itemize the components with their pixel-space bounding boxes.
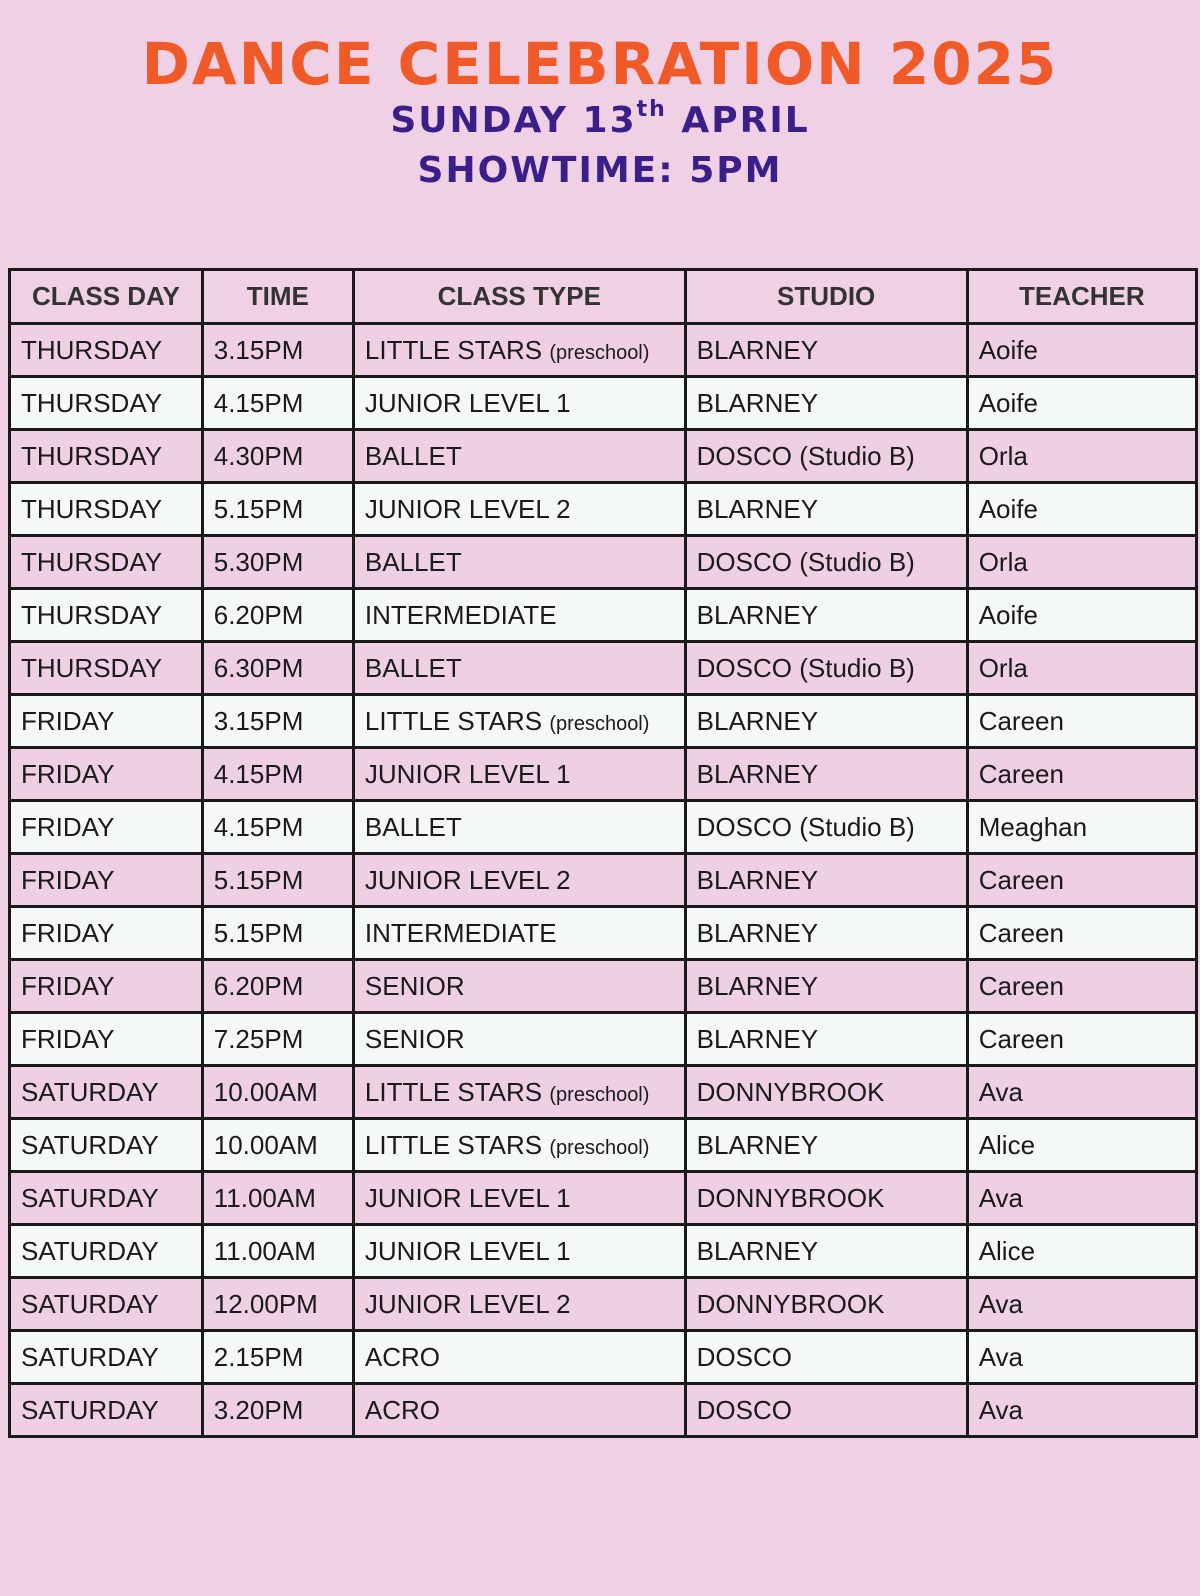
cell-class-type xyxy=(353,748,685,801)
cell-studio: BLARNEY xyxy=(685,960,967,1013)
cell-teacher: Careen xyxy=(967,748,1196,801)
table-row xyxy=(10,907,1197,960)
class-type-note: (preschool) xyxy=(549,1136,650,1159)
cell-teacher: Aoife xyxy=(967,483,1196,536)
class-type-label: LITTLE STARS xyxy=(364,334,543,365)
table-row xyxy=(10,1172,1197,1225)
table-row xyxy=(10,536,1197,589)
cell-class-type xyxy=(353,1331,685,1384)
cell-studio: BLARNEY xyxy=(685,1225,967,1278)
cell-time: 4.30PM xyxy=(202,430,353,483)
page-title: DANCE CELEBRATION 2025 xyxy=(141,30,1059,98)
cell-class-type xyxy=(353,642,685,695)
cell-teacher: Orla xyxy=(967,642,1196,695)
class-type-label: LITTLE STARS xyxy=(364,1076,543,1107)
event-date-day: SUNDAY 13 xyxy=(390,100,637,141)
table-header-row xyxy=(10,270,1197,324)
cell-time: 2.15PM xyxy=(202,1331,353,1384)
cell-time: 4.15PM xyxy=(202,377,353,430)
class-type-note: (preschool) xyxy=(549,712,650,735)
class-type-label: JUNIOR LEVEL 1 xyxy=(364,387,571,418)
cell-studio: DOSCO (Studio B) xyxy=(685,430,967,483)
cell-time: 3.15PM xyxy=(202,695,353,748)
column-header-studio: STUDIO xyxy=(685,270,967,324)
column-header-class-type: CLASS TYPE xyxy=(353,270,685,324)
column-header-teacher: TEACHER xyxy=(967,270,1196,324)
cell-studio: DOSCO (Studio B) xyxy=(685,801,967,854)
table-row xyxy=(10,589,1197,642)
cell-time: 6.20PM xyxy=(202,589,353,642)
cell-time: 5.30PM xyxy=(202,536,353,589)
table-row xyxy=(10,430,1197,483)
table-row xyxy=(10,642,1197,695)
cell-class-type xyxy=(353,1172,685,1225)
cell-studio: DOSCO xyxy=(685,1331,967,1384)
table-row xyxy=(10,801,1197,854)
class-schedule-table xyxy=(8,268,1198,1438)
cell-teacher: Aoife xyxy=(967,377,1196,430)
table-row xyxy=(10,748,1197,801)
class-type-label: INTERMEDIATE xyxy=(364,599,557,630)
cell-teacher: Careen xyxy=(967,1013,1196,1066)
column-header-class-day: CLASS DAY xyxy=(10,270,203,324)
cell-class-type xyxy=(353,589,685,642)
cell-class-type xyxy=(353,801,685,854)
class-type-label: JUNIOR LEVEL 1 xyxy=(364,1235,571,1266)
cell-studio: BLARNEY xyxy=(685,1119,967,1172)
cell-time: 3.20PM xyxy=(202,1384,353,1437)
cell-studio: BLARNEY xyxy=(685,483,967,536)
cell-studio: DOSCO (Studio B) xyxy=(685,642,967,695)
cell-time: 5.15PM xyxy=(202,907,353,960)
cell-studio: DONNYBROOK xyxy=(685,1066,967,1119)
cell-studio: BLARNEY xyxy=(685,907,967,960)
cell-class-type xyxy=(353,430,685,483)
cell-class-day: THURSDAY xyxy=(10,483,203,536)
cell-class-day: FRIDAY xyxy=(10,907,203,960)
table-row xyxy=(10,377,1197,430)
cell-class-type xyxy=(353,1013,685,1066)
cell-class-type xyxy=(353,1119,685,1172)
cell-class-type xyxy=(353,907,685,960)
cell-class-day: FRIDAY xyxy=(10,801,203,854)
class-type-label: BALLET xyxy=(364,811,462,842)
cell-time: 4.15PM xyxy=(202,801,353,854)
cell-teacher: Alice xyxy=(967,1119,1196,1172)
cell-teacher: Ava xyxy=(967,1331,1196,1384)
cell-class-type xyxy=(353,854,685,907)
table-row xyxy=(10,1331,1197,1384)
cell-class-day: FRIDAY xyxy=(10,695,203,748)
cell-class-day: THURSDAY xyxy=(10,430,203,483)
cell-class-day: FRIDAY xyxy=(10,748,203,801)
table-body xyxy=(10,324,1197,1437)
cell-class-day: SATURDAY xyxy=(10,1225,203,1278)
table-row xyxy=(10,1225,1197,1278)
showtime: SHOWTIME: 5PM xyxy=(417,150,783,191)
cell-class-type xyxy=(353,1384,685,1437)
cell-time: 10.00AM xyxy=(202,1119,353,1172)
cell-time: 5.15PM xyxy=(202,483,353,536)
cell-teacher: Ava xyxy=(967,1066,1196,1119)
cell-studio: BLARNEY xyxy=(685,589,967,642)
class-type-label: ACRO xyxy=(364,1341,441,1372)
cell-teacher: Careen xyxy=(967,695,1196,748)
cell-studio: DONNYBROOK xyxy=(685,1278,967,1331)
class-type-note: (preschool) xyxy=(549,1083,650,1106)
class-type-label: JUNIOR LEVEL 2 xyxy=(364,864,571,895)
cell-class-day: THURSDAY xyxy=(10,377,203,430)
cell-time: 12.00PM xyxy=(202,1278,353,1331)
cell-class-day: SATURDAY xyxy=(10,1384,203,1437)
table-row xyxy=(10,1013,1197,1066)
cell-studio: DONNYBROOK xyxy=(685,1172,967,1225)
cell-teacher: Aoife xyxy=(967,589,1196,642)
class-type-label: LITTLE STARS xyxy=(364,1129,543,1160)
cell-class-type xyxy=(353,960,685,1013)
cell-time: 11.00AM xyxy=(202,1225,353,1278)
class-type-label: BALLET xyxy=(364,546,462,577)
cell-studio: BLARNEY xyxy=(685,1013,967,1066)
cell-class-day: FRIDAY xyxy=(10,960,203,1013)
class-type-label: JUNIOR LEVEL 1 xyxy=(364,758,571,789)
cell-class-day: FRIDAY xyxy=(10,854,203,907)
cell-teacher: Aoife xyxy=(967,324,1196,377)
class-type-label: BALLET xyxy=(364,440,462,471)
cell-studio: BLARNEY xyxy=(685,324,967,377)
table-row xyxy=(10,854,1197,907)
table-row xyxy=(10,324,1197,377)
cell-studio: BLARNEY xyxy=(685,854,967,907)
cell-teacher: Careen xyxy=(967,960,1196,1013)
cell-teacher: Meaghan xyxy=(967,801,1196,854)
column-header-time: TIME xyxy=(202,270,353,324)
cell-class-type xyxy=(353,695,685,748)
cell-class-type xyxy=(353,483,685,536)
event-date-ordinal: th xyxy=(636,97,667,122)
cell-time: 4.15PM xyxy=(202,748,353,801)
class-type-note: (preschool) xyxy=(549,341,650,364)
cell-teacher: Orla xyxy=(967,430,1196,483)
cell-studio: DOSCO (Studio B) xyxy=(685,536,967,589)
table-row xyxy=(10,1278,1197,1331)
cell-class-day: THURSDAY xyxy=(10,324,203,377)
table-row xyxy=(10,960,1197,1013)
class-type-label: BALLET xyxy=(364,652,462,683)
cell-studio: DOSCO xyxy=(685,1384,967,1437)
cell-class-day: SATURDAY xyxy=(10,1278,203,1331)
cell-time: 7.25PM xyxy=(202,1013,353,1066)
cell-class-day: THURSDAY xyxy=(10,642,203,695)
class-type-label: INTERMEDIATE xyxy=(364,917,557,948)
cell-time: 5.15PM xyxy=(202,854,353,907)
cell-time: 11.00AM xyxy=(202,1172,353,1225)
cell-teacher: Careen xyxy=(967,854,1196,907)
cell-class-day: SATURDAY xyxy=(10,1119,203,1172)
cell-teacher: Ava xyxy=(967,1172,1196,1225)
cell-teacher: Ava xyxy=(967,1384,1196,1437)
cell-class-type xyxy=(353,1225,685,1278)
class-type-label: JUNIOR LEVEL 1 xyxy=(364,1182,571,1213)
class-type-label: SENIOR xyxy=(364,1023,465,1054)
cell-studio: BLARNEY xyxy=(685,748,967,801)
cell-time: 10.00AM xyxy=(202,1066,353,1119)
cell-class-type xyxy=(353,1066,685,1119)
cell-class-type xyxy=(353,377,685,430)
cell-time: 6.30PM xyxy=(202,642,353,695)
cell-time: 3.15PM xyxy=(202,324,353,377)
cell-class-day: SATURDAY xyxy=(10,1172,203,1225)
class-type-label: JUNIOR LEVEL 2 xyxy=(364,1288,571,1319)
cell-studio: BLARNEY xyxy=(685,377,967,430)
class-type-label: SENIOR xyxy=(364,970,465,1001)
table-row xyxy=(10,1384,1197,1437)
event-date-month: APRIL xyxy=(681,100,810,141)
table-row xyxy=(10,695,1197,748)
class-type-label: JUNIOR LEVEL 2 xyxy=(364,493,571,524)
cell-time: 6.20PM xyxy=(202,960,353,1013)
table-row xyxy=(10,483,1197,536)
cell-class-type xyxy=(353,324,685,377)
cell-class-type xyxy=(353,1278,685,1331)
cell-teacher: Ava xyxy=(967,1278,1196,1331)
cell-class-day: FRIDAY xyxy=(10,1013,203,1066)
class-type-label: ACRO xyxy=(364,1394,441,1425)
cell-class-day: THURSDAY xyxy=(10,589,203,642)
cell-teacher: Careen xyxy=(967,907,1196,960)
cell-class-day: THURSDAY xyxy=(10,536,203,589)
class-type-label: LITTLE STARS xyxy=(364,705,543,736)
cell-teacher: Alice xyxy=(967,1225,1196,1278)
cell-class-day: SATURDAY xyxy=(10,1331,203,1384)
cell-studio: BLARNEY xyxy=(685,695,967,748)
event-date xyxy=(0,97,1200,141)
cell-teacher: Orla xyxy=(967,536,1196,589)
table-row xyxy=(10,1066,1197,1119)
cell-class-day: SATURDAY xyxy=(10,1066,203,1119)
table-row xyxy=(10,1119,1197,1172)
cell-class-type xyxy=(353,536,685,589)
